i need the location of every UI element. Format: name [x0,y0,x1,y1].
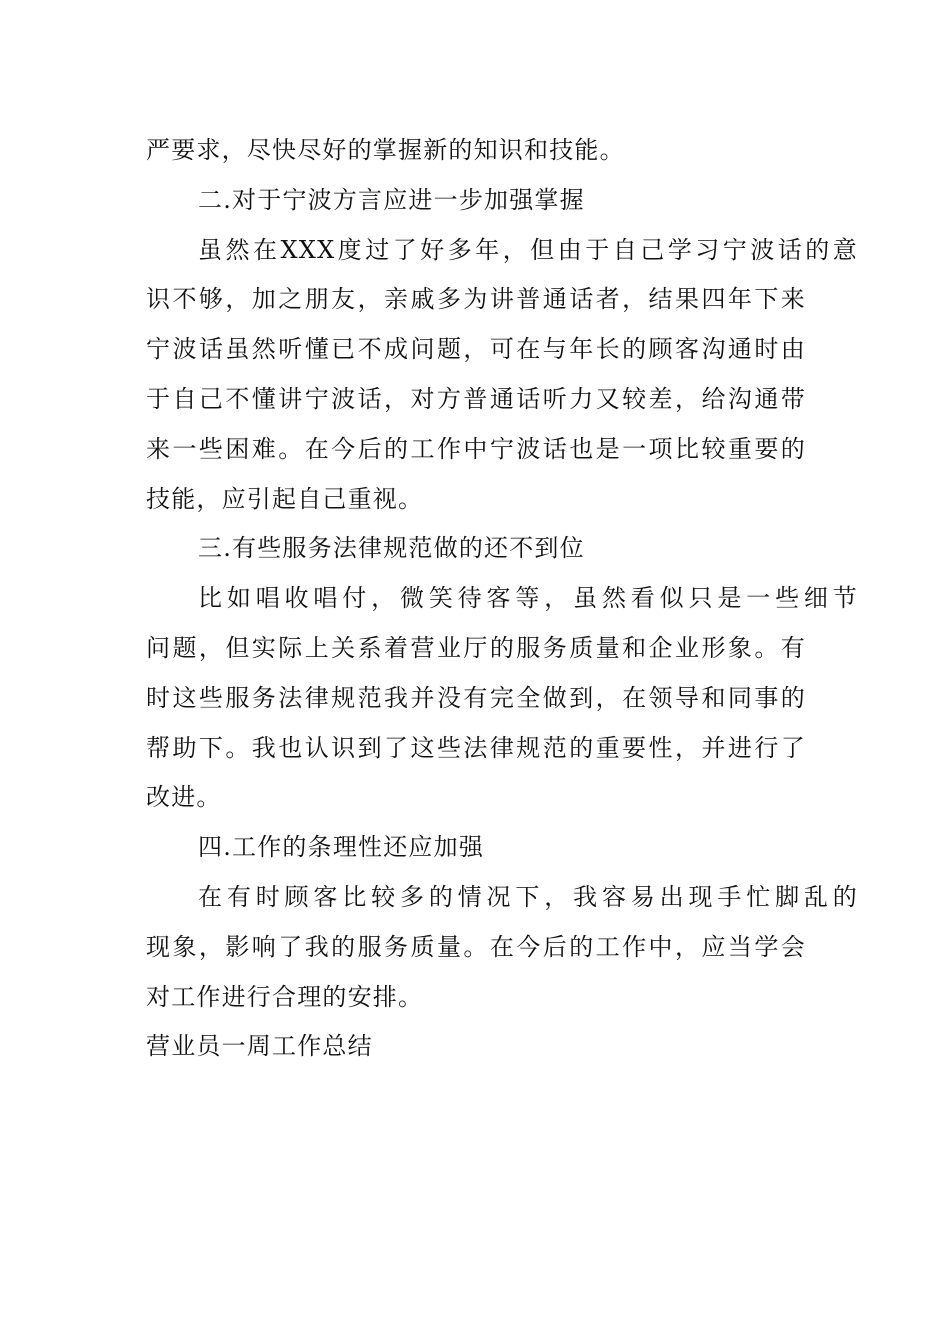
paragraph-line: 严要求，尽快尽好的掌握新的知识和技能。 [146,136,625,164]
paragraph-line: 来一些困难。在今后的工作中宁波话也是一项比较重要的 [146,434,806,463]
paragraph-line: 比如唱收唱付，微笑待客等，虽然看似只是一些细节 [198,584,858,613]
paragraph-line: 现象，影响了我的服务质量。在今后的工作中，应当学会 [146,932,806,961]
paragraph-line: 在有时顾客比较多的情况下，我容易出现手忙脚乱的 [198,882,858,911]
paragraph-line: 对工作进行合理的安排。 [146,982,424,1011]
paragraph-line: 于自己不懂讲宁波话，对方普通话听力又较差，给沟通带 [146,384,806,413]
paragraph-line: 帮助下。我也认识到了这些法律规范的重要性，并进行了 [146,733,806,762]
paragraph-line: 虽然在XXX度过了好多年，但由于自己学习宁波话的意 [198,235,858,264]
section-heading-3: 三.有些服务法律规范做的还不到位 [198,534,585,563]
document-title: 营业员一周工作总结 [146,1032,373,1061]
paragraph-line: 时这些服务法律规范我并没有完全做到，在领导和同事的 [146,683,806,712]
paragraph-line: 技能，应引起自己重视。 [146,484,424,513]
paragraph-line: 宁波话虽然听懂已不成问题，可在与年长的顾客沟通时由 [146,335,806,364]
paragraph-line: 改进。 [146,783,222,812]
paragraph-line: 问题，但实际上关系着营业厅的服务质量和企业形象。有 [146,633,806,662]
document-page [146,126,858,1072]
paragraph-line: 识不够，加之朋友，亲戚多为讲普通话者，结果四年下来 [146,285,806,314]
section-heading-4: 四.工作的条理性还应加强 [198,833,485,862]
section-heading-2: 二.对于宁波方言应进一步加强掌握 [198,185,585,214]
